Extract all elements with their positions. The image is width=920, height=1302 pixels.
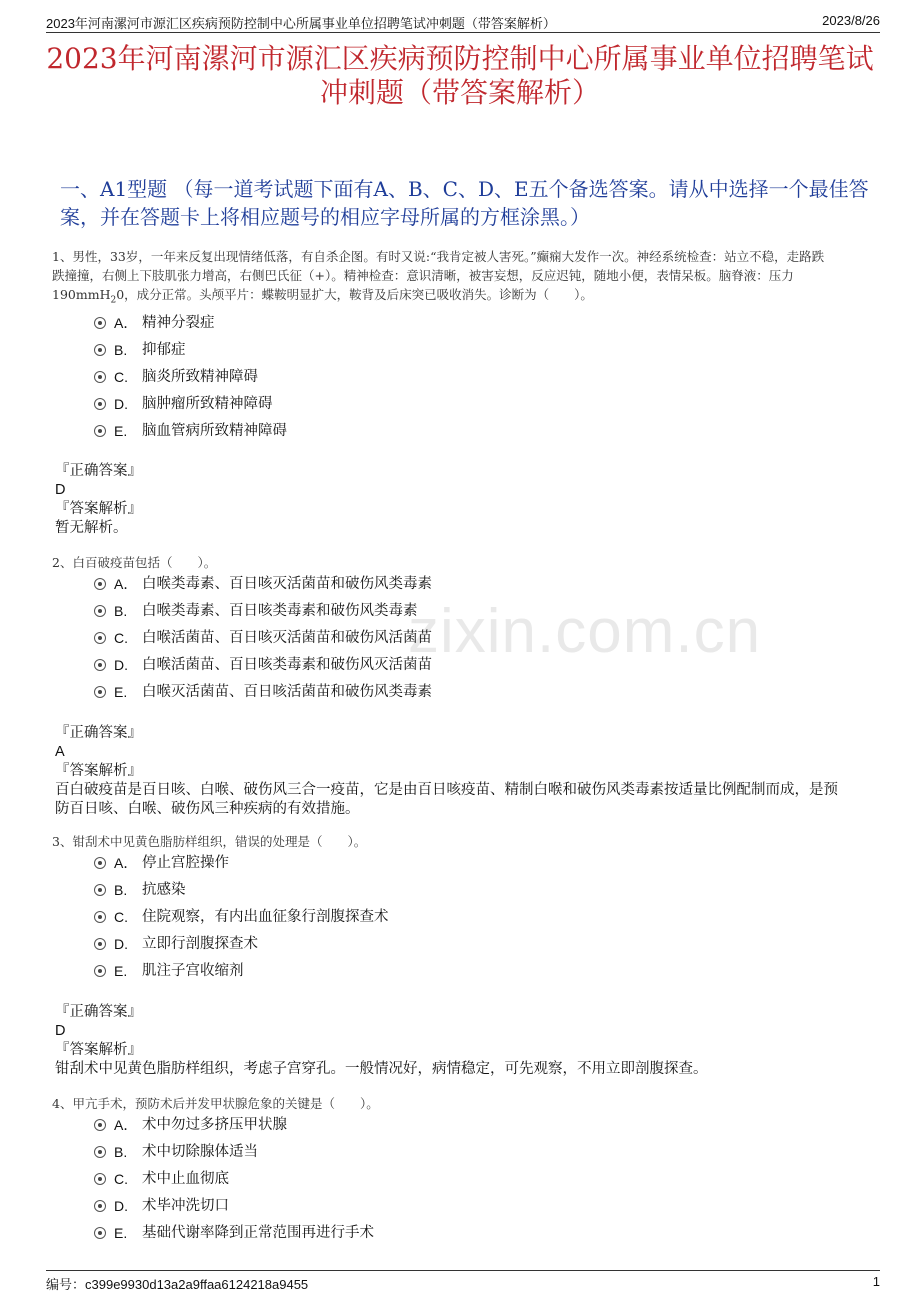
radio-icon[interactable] [94,686,106,698]
option-letter: A． [114,315,138,331]
radio-icon[interactable] [94,1227,106,1239]
question-stem-line: 2、白百破疫苗包括（ ）。 [52,555,217,570]
option-2-D[interactable] [94,655,880,675]
option-text: 立即行剖腹探查术 [142,936,258,952]
option-text: 白喉活菌苗、百日咳灭活菌苗和破伤风活菌苗 [142,630,432,646]
radio-icon[interactable] [94,371,106,383]
radio-icon[interactable] [94,965,106,977]
answer-block-2 [55,724,870,819]
option-text: 停止宫腔操作 [142,855,229,871]
question-3-stem [52,832,870,851]
header-date: 2023/8/26 [822,13,880,28]
section-heading: 一、A1型题 （每一道考试题下面有A、B、C、D、E五个备选答案。请从中选择一个最佳答案，并在答题卡上将相应题号的相应字母所属的方框涂黑。） [60,177,869,229]
analysis-text: 暂无解析。 [55,520,128,536]
option-3-D[interactable] [94,934,880,954]
option-text: 术毕冲洗切口 [142,1198,229,1214]
analysis-label: 『答案解析』 [55,1042,142,1058]
option-text: 脑肿瘤所致精神障碍 [142,396,273,412]
answer-block-1 [55,462,870,538]
radio-icon[interactable] [94,1200,106,1212]
option-letter: E. [114,684,128,700]
option-1-D[interactable] [94,394,880,414]
analysis-text: 钳刮术中见黄色脂肪样组织，考虑子宫穿孔。一般情况好，病情稳定，可先观察，不用立即剖腹探查。 [55,1061,708,1077]
option-letter: E. [114,1225,128,1241]
option-letter: A． [114,855,138,871]
radio-icon[interactable] [94,857,106,869]
option-2-E[interactable] [94,682,880,702]
option-1-B[interactable] [94,340,880,360]
radio-icon[interactable] [94,938,106,950]
option-letter: B. [114,882,128,898]
option-text: 白喉类毒素、百日咳灭活菌苗和破伤风类毒素 [142,576,432,592]
option-letter: B. [114,342,128,358]
option-letter: D. [114,657,128,673]
option-2-B[interactable] [94,601,880,621]
document-title: 2023年河南漯河市源汇区疾病预防控制中心所属事业单位招聘笔试冲刺题（带答案解析） [46,42,874,109]
radio-icon[interactable] [94,659,106,671]
option-text: 白喉灭活菌苗、百日咳活菌苗和破伤风类毒素 [142,684,432,700]
option-4-B[interactable] [94,1142,880,1162]
option-text: 基础代谢率降到正常范围再进行手术 [142,1225,374,1241]
analysis-label: 『答案解析』 [55,763,142,779]
correct-answer-value: D [55,1023,66,1039]
option-letter: D. [114,936,128,952]
correct-answer-label: 『正确答案』 [55,725,142,741]
option-4-E[interactable] [94,1223,880,1243]
header-doc-title: 2023年河南漯河市源汇区疾病预防控制中心所属事业单位招聘笔试冲刺题（带答案解析） [46,16,556,31]
radio-icon[interactable] [94,605,106,617]
option-letter: E. [114,423,128,439]
question-stem-line: 跌撞撞，右侧上下肢肌张力增高，右侧巴氏征（+）。精神检查：意识清晰，被害妄想，反应迟钝，随地小便，表情呆板。脑脊液：压力 [52,268,794,283]
analysis-text: 百白破疫苗是百日咳、白喉、破伤风三合一疫苗，它是由百日咳疫苗、精制白喉和破伤风类毒素按适量比例配制而成，是预 [55,782,838,798]
subscript: 2 [110,295,117,306]
radio-icon[interactable] [94,1146,106,1158]
option-text: 抗感染 [142,882,186,898]
option-text: 精神分裂症 [142,315,215,331]
option-text: 术中勿过多挤压甲状腺 [142,1117,287,1133]
option-2-C[interactable] [94,628,880,648]
radio-icon[interactable] [94,1173,106,1185]
page-number: 1 [872,1274,880,1289]
option-letter: A． [114,576,138,592]
question-4-stem [52,1094,870,1113]
option-3-A[interactable] [94,853,880,873]
correct-answer-value: D [55,482,66,498]
option-2-A[interactable] [94,574,880,594]
page-footer [46,1270,880,1291]
option-text: 术中止血彻底 [142,1171,229,1187]
option-text: 白喉类毒素、百日咳类毒素和破伤风类毒素 [142,603,418,619]
option-letter: C. [114,630,128,646]
page-header [46,10,880,33]
option-3-E[interactable] [94,961,880,981]
option-4-D[interactable] [94,1196,880,1216]
watermark: zixin.com.cn [408,597,762,666]
radio-icon[interactable] [94,1119,106,1131]
option-letter: B. [114,1144,128,1160]
question-stem-line: 3、钳刮术中见黄色脂肪样组织，错误的处理是（ ）。 [52,834,367,849]
correct-answer-label: 『正确答案』 [55,1004,142,1020]
option-letter: B. [114,603,128,619]
question-stem-line: 4、甲亢手术，预防术后并发甲状腺危象的关键是（ ）。 [52,1096,379,1111]
radio-icon[interactable] [94,884,106,896]
radio-icon[interactable] [94,632,106,644]
option-4-A[interactable] [94,1115,880,1135]
option-1-C[interactable] [94,367,880,387]
radio-icon[interactable] [94,398,106,410]
stem-text: 190mmH [52,287,111,302]
radio-icon[interactable] [94,317,106,329]
option-text: 脑炎所致精神障碍 [142,369,258,385]
analysis-text: 防百日咳、白喉、破伤风三种疾病的有效措施。 [55,801,360,817]
option-letter: C. [114,369,128,385]
radio-icon[interactable] [94,425,106,437]
option-letter: A． [114,1117,138,1133]
analysis-label: 『答案解析』 [55,501,142,517]
option-text: 白喉活菌苗、百日咳类毒素和破伤风灭活菌苗 [142,657,432,673]
answer-block-3 [55,1003,870,1079]
option-text: 脑血管病所致精神障碍 [142,423,287,439]
option-text: 抑郁症 [142,342,186,358]
option-letter: C. [114,1171,128,1187]
option-text: 住院观察，有内出血征象行剖腹探查术 [142,909,389,925]
radio-icon[interactable] [94,911,106,923]
option-3-B[interactable] [94,880,880,900]
option-letter: D. [114,1198,128,1214]
option-letter: D. [114,396,128,412]
option-letter: C. [114,909,128,925]
option-text: 术中切除腺体适当 [142,1144,258,1160]
question-stem-line: 1、男性，33岁，一年来反复出现情绪低落，有自杀企图。有时又说:“我肯定被人害死。”癫痫大发作一次。神经系统检查：站立不稳，走路跌 [52,249,825,264]
option-text: 肌注子宫收缩剂 [142,963,244,979]
correct-answer-label: 『正确答案』 [55,463,142,479]
stem-text: 0，成分正常。头颅平片：蝶鞍明显扩大，鞍背及后床突已吸收消失。诊断为（ ）。 [116,287,593,302]
option-4-C[interactable] [94,1169,880,1189]
question-2-stem [52,553,870,572]
footer-code: 编号：c399e9930d13a2a9ffaa6124218a9455 [46,1277,309,1292]
radio-icon[interactable] [94,344,106,356]
option-letter: E. [114,963,128,979]
radio-icon[interactable] [94,578,106,590]
correct-answer-value: A [55,744,65,760]
question-stem-line [52,285,870,311]
option-1-A[interactable] [94,313,880,333]
option-1-E[interactable] [94,421,880,441]
option-3-C[interactable] [94,907,880,927]
question-1-stem [52,247,870,311]
